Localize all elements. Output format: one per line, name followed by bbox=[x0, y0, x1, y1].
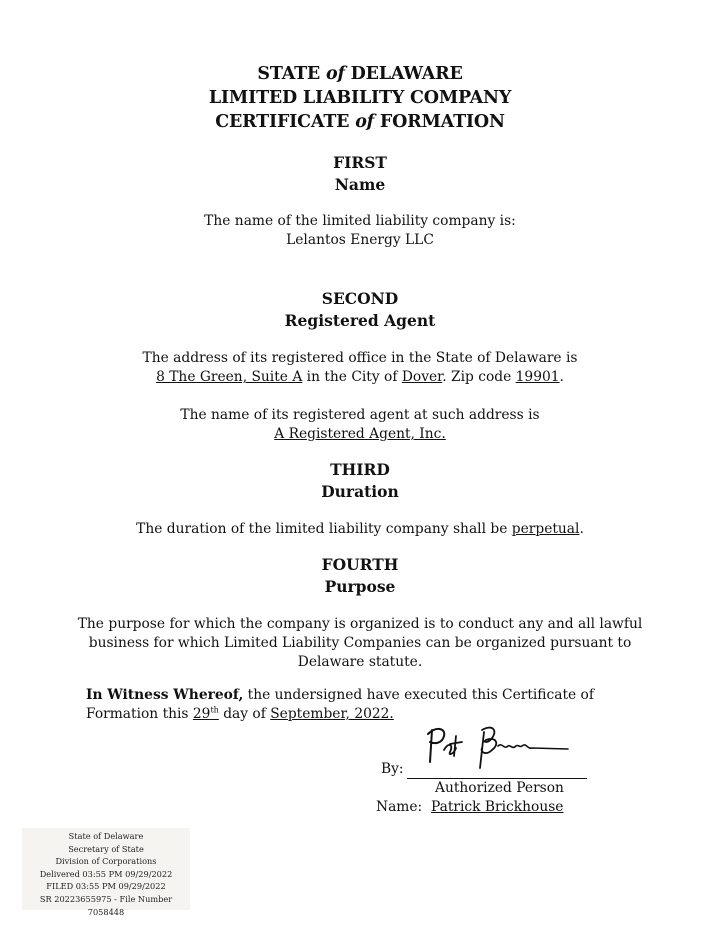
title-line-3: CERTIFICATE of FORMATION bbox=[215, 112, 505, 132]
street-address: 8 The Green, Suite A bbox=[156, 369, 303, 385]
title-line-1: STATE of DELAWARE bbox=[257, 64, 463, 84]
purpose-text: The purpose for which the company is organized is to conduct any and all lawful business for which Limited Liability Companies can be organized pursuant to Delaware statute. bbox=[77, 616, 643, 670]
witness-heading: In Witness Whereof, bbox=[86, 687, 244, 703]
section-first-body bbox=[0, 212, 720, 250]
by-label: By: bbox=[381, 761, 404, 777]
section-title: Duration bbox=[321, 482, 399, 501]
office-address: 8 The Green, Suite A in the City of Dover. Zip code 19901. bbox=[156, 369, 564, 385]
company-name-label: The name of the limited liability company is: bbox=[204, 213, 516, 229]
section-title: Name bbox=[334, 175, 386, 194]
section-first-heading bbox=[0, 152, 720, 196]
title-line-2: LIMITED LIABILITY COMPANY bbox=[208, 88, 512, 108]
witness-clause: In Witness Whereof, the undersigned have executed this Certificate of Formation this 29th day of September, 2022. bbox=[86, 687, 594, 722]
duration-value: perpetual bbox=[511, 521, 580, 537]
execution-day: 29th bbox=[192, 705, 219, 722]
signature-line bbox=[407, 764, 587, 779]
registered-agent bbox=[0, 406, 720, 444]
city: Dover bbox=[401, 369, 443, 385]
agent-label: The name of its registered agent at such address is bbox=[180, 407, 540, 423]
section-second-heading bbox=[0, 288, 720, 332]
office-label: The address of its registered office in the State of Delaware is bbox=[142, 350, 578, 366]
zip-code: 19901 bbox=[515, 369, 560, 385]
signer-name: Patrick Brickhouse bbox=[430, 799, 564, 815]
section-ordinal: FOURTH bbox=[321, 555, 399, 574]
section-ordinal: THIRD bbox=[330, 460, 390, 479]
section-fourth-heading bbox=[0, 554, 720, 598]
section-third-heading bbox=[0, 459, 720, 503]
execution-month-year: September, 2022. bbox=[270, 706, 394, 722]
duration-text: The duration of the limited liability company shall be perpetual. bbox=[136, 521, 584, 537]
name-label: Name: bbox=[376, 799, 423, 815]
signature-block bbox=[376, 760, 587, 817]
section-title: Registered Agent bbox=[284, 311, 436, 330]
signer-role: Authorized Person bbox=[435, 780, 564, 796]
section-ordinal: FIRST bbox=[333, 153, 387, 172]
agent-name: A Registered Agent, Inc. bbox=[274, 426, 446, 442]
section-title: Purpose bbox=[324, 577, 396, 596]
section-ordinal: SECOND bbox=[321, 289, 399, 308]
document-title bbox=[0, 62, 720, 134]
registered-office bbox=[0, 349, 720, 387]
filing-stamp: State of Delaware Secretary of State Division of Corporations Delivered 03:55 PM 09/29/2022 FILED 03:55 PM 09/29/2022 SR 20223655975 - File Number 7058448 bbox=[22, 828, 190, 910]
company-name: Lelantos Energy LLC bbox=[286, 232, 434, 248]
